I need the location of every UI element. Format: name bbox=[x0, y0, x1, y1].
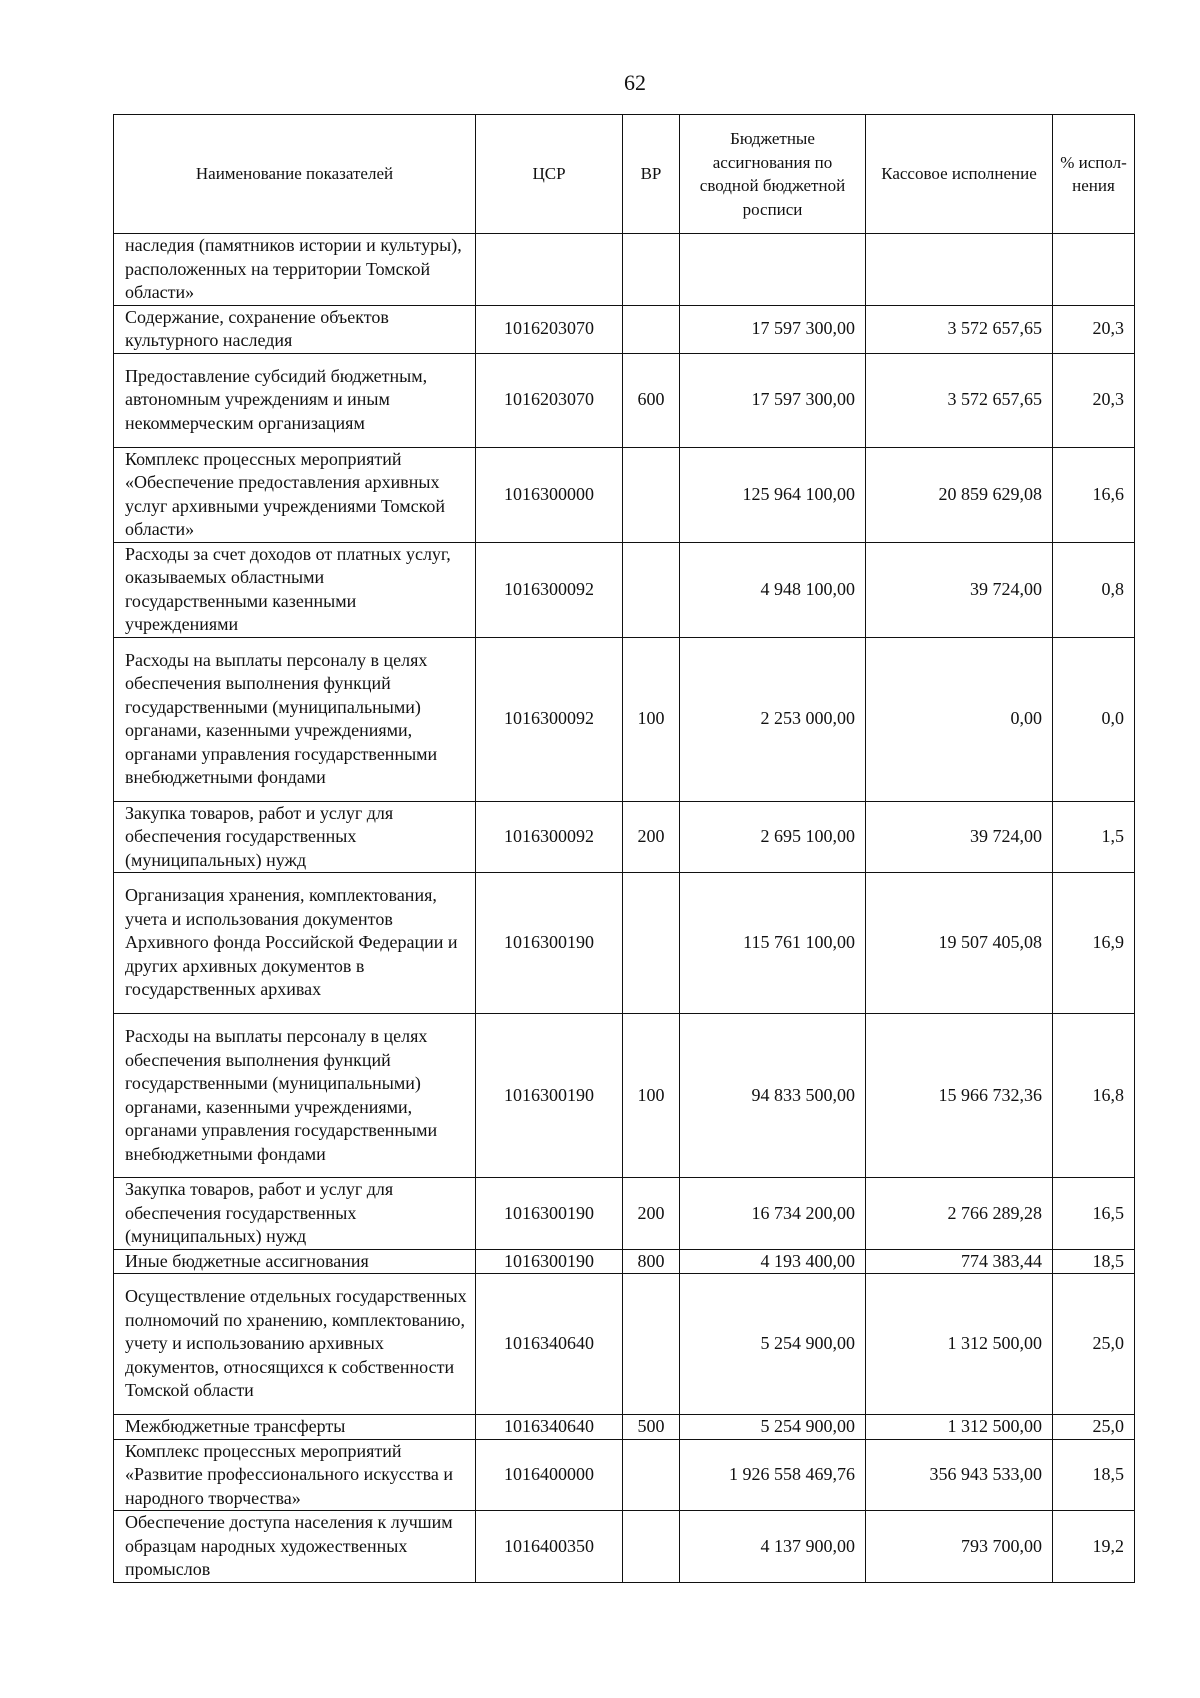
row-percent: 25,0 bbox=[1053, 1415, 1135, 1440]
row-csr bbox=[476, 234, 623, 306]
row-name: Межбюджетные трансферты bbox=[114, 1415, 476, 1440]
row-cash: 1 312 500,00 bbox=[866, 1274, 1053, 1415]
row-vr: 100 bbox=[623, 1014, 680, 1178]
row-budget: 125 964 100,00 bbox=[680, 447, 866, 542]
header-budget: Бюджетные ассигнования по сводной бюджетной росписи bbox=[680, 115, 866, 234]
row-budget: 4 193 400,00 bbox=[680, 1249, 866, 1274]
table-header-row bbox=[114, 115, 1135, 234]
row-name: Закупка товаров, работ и услуг для обеспечения государственных (муниципальных) нужд bbox=[114, 801, 476, 873]
row-name: Комплекс процессных мероприятий «Обеспечение предоставления архивных услуг архивными учреждениями Томской области» bbox=[114, 447, 476, 542]
row-percent: 0,0 bbox=[1053, 637, 1135, 801]
row-percent: 1,5 bbox=[1053, 801, 1135, 873]
row-percent: 20,3 bbox=[1053, 305, 1135, 353]
row-percent: 16,6 bbox=[1053, 447, 1135, 542]
row-budget: 94 833 500,00 bbox=[680, 1014, 866, 1178]
table-row bbox=[114, 801, 1135, 873]
table-row bbox=[114, 1511, 1135, 1583]
header-cash: Кассовое исполнение bbox=[866, 115, 1053, 234]
row-name: Комплекс процессных мероприятий «Развитие профессионального искусства и народного творчества» bbox=[114, 1439, 476, 1511]
row-percent bbox=[1053, 234, 1135, 306]
row-csr: 1016203070 bbox=[476, 353, 623, 447]
row-vr: 500 bbox=[623, 1415, 680, 1440]
header-vr: ВР bbox=[623, 115, 680, 234]
row-percent: 20,3 bbox=[1053, 353, 1135, 447]
row-percent: 16,5 bbox=[1053, 1178, 1135, 1250]
row-csr: 1016340640 bbox=[476, 1415, 623, 1440]
row-budget: 4 137 900,00 bbox=[680, 1511, 866, 1583]
row-csr: 1016300190 bbox=[476, 1014, 623, 1178]
row-csr: 1016300092 bbox=[476, 637, 623, 801]
row-cash: 1 312 500,00 bbox=[866, 1415, 1053, 1440]
row-cash: 3 572 657,65 bbox=[866, 353, 1053, 447]
row-name: Иные бюджетные ассигнования bbox=[114, 1249, 476, 1274]
row-budget: 4 948 100,00 bbox=[680, 542, 866, 637]
row-percent: 18,5 bbox=[1053, 1249, 1135, 1274]
row-name: Осуществление отдельных государственных полномочий по хранению, комплектованию, учету и использованию архивных документов, относящихся к собственности Томской области bbox=[114, 1274, 476, 1415]
row-budget: 5 254 900,00 bbox=[680, 1415, 866, 1440]
page-number: 62 bbox=[624, 70, 646, 95]
row-percent: 18,5 bbox=[1053, 1439, 1135, 1511]
row-csr: 1016300190 bbox=[476, 1249, 623, 1274]
table-row bbox=[114, 873, 1135, 1014]
row-cash: 20 859 629,08 bbox=[866, 447, 1053, 542]
row-cash: 793 700,00 bbox=[866, 1511, 1053, 1583]
table-row bbox=[114, 1274, 1135, 1415]
row-cash: 0,00 bbox=[866, 637, 1053, 801]
row-budget: 17 597 300,00 bbox=[680, 353, 866, 447]
row-csr: 1016203070 bbox=[476, 305, 623, 353]
row-cash: 39 724,00 bbox=[866, 542, 1053, 637]
row-csr: 1016300190 bbox=[476, 1178, 623, 1250]
row-cash: 19 507 405,08 bbox=[866, 873, 1053, 1014]
header-name: Наименование показателей bbox=[114, 115, 476, 234]
row-budget: 5 254 900,00 bbox=[680, 1274, 866, 1415]
table-row bbox=[114, 305, 1135, 353]
row-name: Обеспечение доступа населения к лучшим образцам народных художественных промыслов bbox=[114, 1511, 476, 1583]
row-percent: 19,2 bbox=[1053, 1511, 1135, 1583]
row-vr bbox=[623, 234, 680, 306]
row-budget: 2 695 100,00 bbox=[680, 801, 866, 873]
row-vr bbox=[623, 873, 680, 1014]
row-vr bbox=[623, 305, 680, 353]
table-row bbox=[114, 542, 1135, 637]
table-row bbox=[114, 353, 1135, 447]
row-csr: 1016400000 bbox=[476, 1439, 623, 1511]
row-cash: 356 943 533,00 bbox=[866, 1439, 1053, 1511]
row-percent: 16,9 bbox=[1053, 873, 1135, 1014]
table-row bbox=[114, 1014, 1135, 1178]
row-name: Расходы на выплаты персоналу в целях обеспечения выполнения функций государственными (муниципальными) органами, казенными учреждениями, органами управления государственными внебюджетными фондами bbox=[114, 1014, 476, 1178]
table-row bbox=[114, 1249, 1135, 1274]
row-csr: 1016400350 bbox=[476, 1511, 623, 1583]
row-name: Предоставление субсидий бюджетным, автономным учреждениям и иным некоммерческим организациям bbox=[114, 353, 476, 447]
row-cash: 15 966 732,36 bbox=[866, 1014, 1053, 1178]
row-name: наследия (памятников истории и культуры), расположенных на территории Томской области» bbox=[114, 234, 476, 306]
row-budget: 17 597 300,00 bbox=[680, 305, 866, 353]
row-vr bbox=[623, 1274, 680, 1415]
row-vr bbox=[623, 447, 680, 542]
row-budget bbox=[680, 234, 866, 306]
row-vr: 600 bbox=[623, 353, 680, 447]
row-vr bbox=[623, 1511, 680, 1583]
row-cash bbox=[866, 234, 1053, 306]
row-name: Содержание, сохранение объектов культурного наследия bbox=[114, 305, 476, 353]
row-percent: 0,8 bbox=[1053, 542, 1135, 637]
row-vr: 200 bbox=[623, 801, 680, 873]
row-vr bbox=[623, 1439, 680, 1511]
row-name: Закупка товаров, работ и услуг для обеспечения государственных (муниципальных) нужд bbox=[114, 1178, 476, 1250]
row-percent: 16,8 bbox=[1053, 1014, 1135, 1178]
header-percent: % испол-нения bbox=[1053, 115, 1135, 234]
table-row bbox=[114, 637, 1135, 801]
row-name: Расходы на выплаты персоналу в целях обеспечения выполнения функций государственными (муниципальными) органами, казенными учреждениями, органами управления государственными внебюджетными фондами bbox=[114, 637, 476, 801]
row-budget: 16 734 200,00 bbox=[680, 1178, 866, 1250]
row-csr: 1016300190 bbox=[476, 873, 623, 1014]
table-row bbox=[114, 1439, 1135, 1511]
row-csr: 1016300092 bbox=[476, 801, 623, 873]
header-csr: ЦСР bbox=[476, 115, 623, 234]
row-cash: 2 766 289,28 bbox=[866, 1178, 1053, 1250]
row-vr: 800 bbox=[623, 1249, 680, 1274]
row-budget: 1 926 558 469,76 bbox=[680, 1439, 866, 1511]
row-csr: 1016300000 bbox=[476, 447, 623, 542]
table-row bbox=[114, 1415, 1135, 1440]
row-cash: 774 383,44 bbox=[866, 1249, 1053, 1274]
row-name: Организация хранения, комплектования, учета и использования документов Архивного фонда Российской Федерации и других архивных документов в государственных архивах bbox=[114, 873, 476, 1014]
row-budget: 115 761 100,00 bbox=[680, 873, 866, 1014]
row-vr: 100 bbox=[623, 637, 680, 801]
row-csr: 1016300092 bbox=[476, 542, 623, 637]
row-budget: 2 253 000,00 bbox=[680, 637, 866, 801]
row-cash: 3 572 657,65 bbox=[866, 305, 1053, 353]
table-row bbox=[114, 234, 1135, 306]
row-csr: 1016340640 bbox=[476, 1274, 623, 1415]
table-row bbox=[114, 447, 1135, 542]
row-name: Расходы за счет доходов от платных услуг, оказываемых областными государственными казенными учреждениями bbox=[114, 542, 476, 637]
budget-execution-table bbox=[113, 114, 1135, 1583]
row-vr bbox=[623, 542, 680, 637]
row-cash: 39 724,00 bbox=[866, 801, 1053, 873]
row-vr: 200 bbox=[623, 1178, 680, 1250]
row-percent: 25,0 bbox=[1053, 1274, 1135, 1415]
table-row bbox=[114, 1178, 1135, 1250]
